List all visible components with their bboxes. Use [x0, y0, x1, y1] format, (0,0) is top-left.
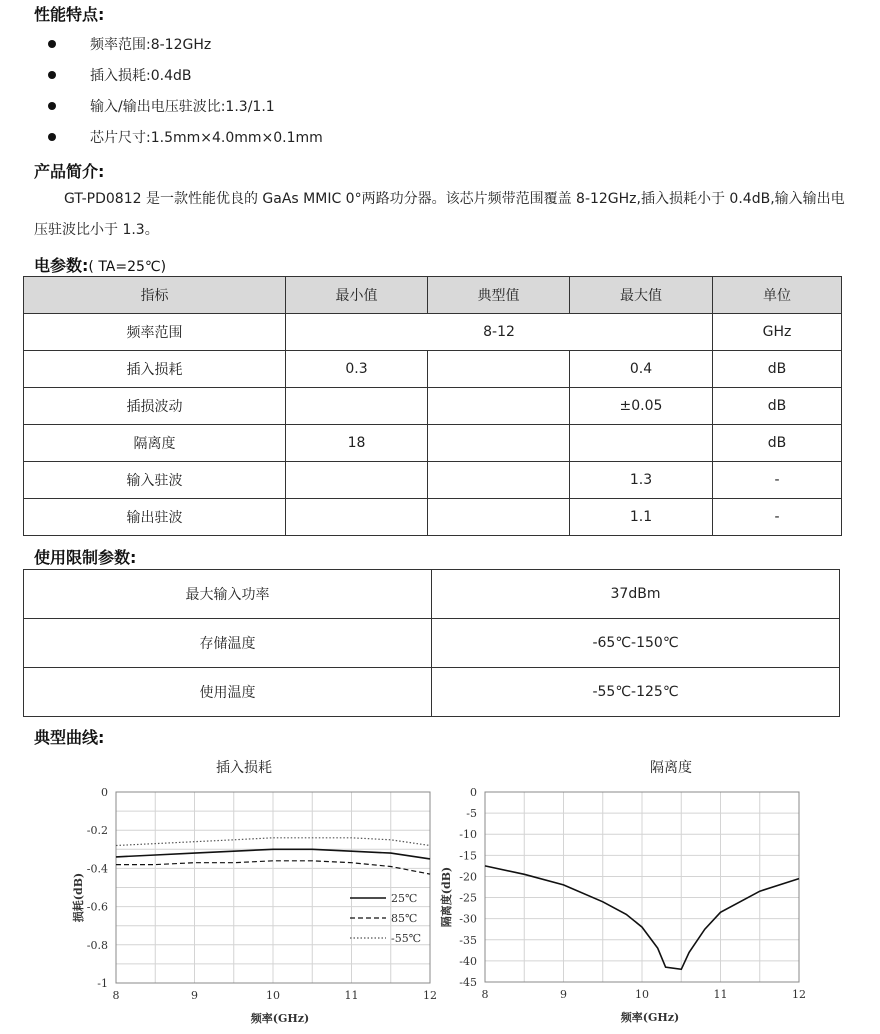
- y-tick-label: 0: [470, 786, 477, 799]
- y-tick-label: -0.6: [86, 900, 108, 914]
- intro-paragraph: GT-PD0812 是一款性能优良的 GaAs MMIC 0°两路功分器。该芯片频带范围覆盖 8-12GHz,插入损耗小于 0.4dB,输入输出电压驻波比小于 1.3。: [34, 191, 845, 238]
- y-tick-label: -15: [459, 849, 477, 863]
- param-max: 1.3: [570, 462, 713, 499]
- x-axis-label: 频率(GHz): [620, 1011, 680, 1024]
- param-name: 插损波动: [24, 388, 286, 425]
- x-tick-label: 9: [560, 988, 567, 1001]
- y-tick-label: -35: [459, 933, 477, 947]
- x-tick-label: 12: [423, 989, 437, 1002]
- legend-label-1: 25℃: [391, 892, 418, 905]
- test-condition: ( TA=25℃): [88, 259, 167, 275]
- header-cell: 最小值: [286, 277, 428, 314]
- param-max: 0.4: [570, 351, 713, 388]
- y-axis-label: 隔离度(dB): [440, 866, 453, 928]
- intro-heading: 产品简介:: [34, 162, 105, 181]
- param-max: 1.1: [570, 499, 713, 536]
- header-cell: 单位: [713, 277, 842, 314]
- param-max: ±0.05: [570, 388, 713, 425]
- curves-heading: 典型曲线:: [34, 728, 105, 747]
- x-tick-label: 10: [635, 988, 649, 1001]
- y-tick-label: -1: [97, 977, 108, 990]
- feature-item: 插入损耗:0.4dB: [48, 65, 191, 85]
- param-name: 隔离度: [24, 425, 286, 462]
- y-tick-label: -45: [459, 976, 477, 989]
- x-tick-label: 8: [112, 989, 120, 1002]
- param-range: 8-12: [286, 314, 713, 351]
- header-cell: 最大值: [570, 277, 713, 314]
- param-unit: -: [713, 499, 842, 536]
- param-name: 输出驻波: [24, 499, 286, 536]
- limit-value: -55℃-125℃: [432, 668, 840, 717]
- x-tick-label: 9: [191, 989, 198, 1002]
- y-tick-label: -20: [459, 870, 477, 884]
- y-tick-label: -40: [459, 954, 477, 968]
- header-cell: 典型值: [428, 277, 570, 314]
- legend-label-3: -55℃: [391, 932, 422, 945]
- feature-item: 输入/输出电压驻波比:1.3/1.1: [48, 96, 275, 116]
- features-heading: 性能特点:: [34, 5, 105, 24]
- x-tick-label: 11: [344, 989, 359, 1002]
- y-tick-label: -0.8: [86, 938, 108, 952]
- feature-item: 频率范围:8-12GHz: [48, 34, 211, 54]
- param-name: 频率范围: [24, 314, 286, 351]
- x-tick-label: 11: [713, 988, 728, 1001]
- param-min: 0.3: [286, 351, 428, 388]
- limit-name: 存储温度: [24, 619, 432, 668]
- y-tick-label: -25: [459, 891, 477, 905]
- y-tick-label: 0: [101, 786, 108, 799]
- limits-heading: 使用限制参数:: [34, 548, 137, 567]
- param-unit: dB: [713, 425, 842, 462]
- param-unit: dB: [713, 388, 842, 425]
- x-axis-label: 频率(GHz): [250, 1012, 310, 1025]
- y-tick-label: -10: [459, 828, 477, 842]
- y-tick-label: -0.2: [86, 824, 108, 838]
- x-tick-label: 10: [266, 989, 280, 1002]
- chart-title-isolation: 隔离度: [650, 760, 692, 776]
- y-axis-label: 损耗(dB): [72, 872, 85, 923]
- legend-label-2: 85℃: [391, 912, 418, 925]
- param-name: 插入损耗: [24, 351, 286, 388]
- x-tick-label: 8: [481, 988, 489, 1001]
- feature-item: 芯片尺寸:1.5mm×4.0mm×0.1mm: [48, 127, 323, 147]
- limit-name: 最大输入功率: [24, 570, 432, 619]
- y-tick-label: -5: [466, 807, 477, 821]
- limit-value: 37dBm: [432, 570, 840, 619]
- electrical-heading: 电参数:( TA=25℃): [34, 256, 167, 275]
- param-name: 输入驻波: [24, 462, 286, 499]
- limit-name: 使用温度: [24, 668, 432, 717]
- y-tick-label: -30: [459, 912, 477, 926]
- param-unit: dB: [713, 351, 842, 388]
- param-min: 18: [286, 425, 428, 462]
- limit-value: -65℃-150℃: [432, 619, 840, 668]
- param-unit: -: [713, 462, 842, 499]
- header-cell: 指标: [24, 277, 286, 314]
- chart-title-insertion-loss: 插入损耗: [216, 760, 272, 776]
- param-unit: GHz: [713, 314, 842, 351]
- y-tick-label: -0.4: [86, 862, 108, 876]
- x-tick-label: 12: [792, 988, 806, 1001]
